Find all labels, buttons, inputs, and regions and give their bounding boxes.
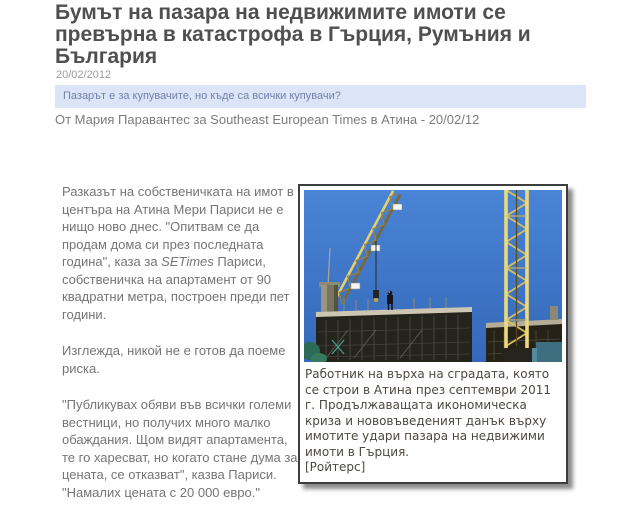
page-title xyxy=(55,2,615,68)
photo-caption xyxy=(304,367,562,478)
article-date: 20/02/2012 xyxy=(56,69,112,81)
crane-tower xyxy=(502,190,532,362)
construction-site-photo xyxy=(304,190,562,362)
page-title-line-1: Бумът на пазара на недвижимите имоти се xyxy=(55,1,506,24)
paragraph-text: Париси, собственичка на апартамент от 90 квадратни метра, построен преди пет години. xyxy=(62,254,290,322)
article-paragraph-2: Изглежда, никой не е готов да поеме риска. xyxy=(62,343,286,376)
article-body xyxy=(62,183,302,520)
photo-credit: [Ройтерс] xyxy=(305,460,366,474)
caption-text: Работник на върха на сградата, която се строи в Атина през септември 2011 г. Продължаващата икономическа криза и нововъведеният данък върху имотите удари пазара на недвижими имоти в Гърция. xyxy=(305,367,551,459)
article-figure xyxy=(298,184,568,484)
paragraph-text: Разказът на собственичката на имот в центъра на Атина Мери Париси не е нищо ново днес. "Опитвам се да продам дома си през последната година", каза за xyxy=(62,184,294,269)
source-name-italic: SETimes xyxy=(161,254,214,269)
page-title-line-2: превърна в катастрофа в Гърция, Румъния и xyxy=(55,23,531,46)
deck-banner: Пазарът е за купувачите, но къде са всички купувачи? xyxy=(55,85,586,108)
byline: От Мария Паравантес за Southeast European Times в Атина - 20/02/12 xyxy=(55,112,480,127)
page-title-line-3: България xyxy=(55,45,158,68)
article-paragraph-1 xyxy=(62,183,302,323)
article-paragraph-3: "Публикувах обяви във всички големи вестници, но получих много малко обаждания. Щом видят апартамента, те го харесват, но когато стане дума за цената, се отказват", казва Париси. "Намалих цената с 20 000 евро." xyxy=(62,397,298,500)
